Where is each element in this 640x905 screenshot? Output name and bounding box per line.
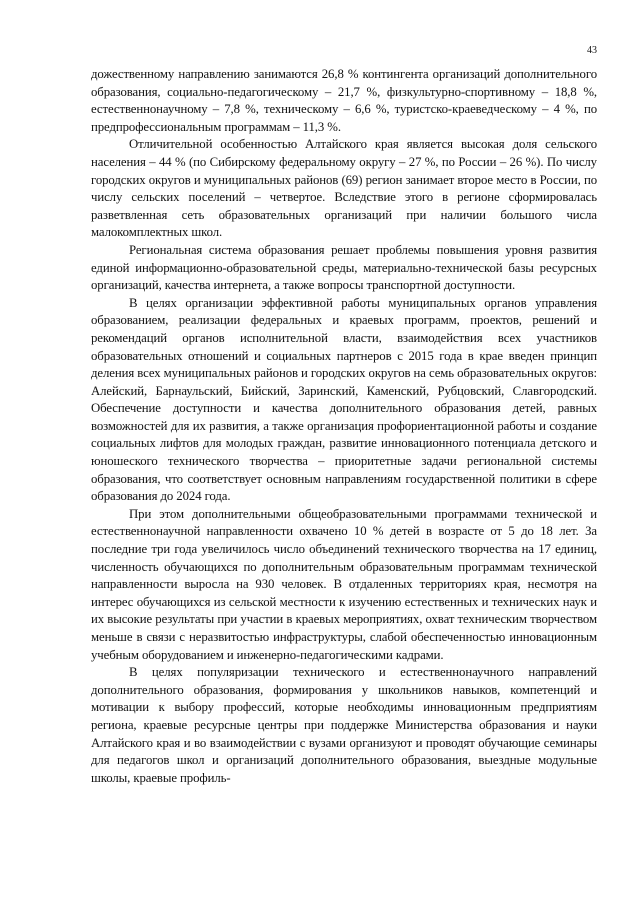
paragraph-rural-population: Отличительной особенностью Алтайского края является высокая доля сельского населения – 44 % (по Сибирскому федеральному округу – 27 %, по России – 26 %). По числу городских округов и муниципальных районов (69) регион занимает второе место в России, по числу сельских поселений – четвертое. Вследствие этого в регионе сформировалась разветвленная сеть образовательных организаций при наличии большого числа малокомплектных школ. [91,137,597,240]
paragraph-educational-districts: В целях организации эффективной работы муниципальных органов управления образованием, реализации федеральных и краевых программ, проектов, решений и рекомендаций органов исполнительной власти, взаимодействия всех участников образовательных отношений и социальных партнеров с 2015 года в крае введен принцип деления всех муниципальных районов и городских округов на семь образовательных округов: Алейский, Барнаульский, Бийский, Заринский, Каменский, Рубцовский, Славгородский. Обеспечение доступности и качества дополнительного образования детей, равных возможностей для их развития, а также организация профориентационной работы и создание социальных лифтов для молодых граждан, развитие инновационного потенциала детского и юношеского технического творчества – приоритетные задачи региональной системы образования, что соответствует основным направлениям государственной политики в сфере образования до 2024 года. [91,295,598,504]
paragraph-popularization: В целях популяризации технического и естественнонаучного направлений дополнительного образования, формирования у школьников навыков, компетенций и мотивации к выбору профессий, которые необходимы инновационным предприятиям региона, краевые ресурсные центры при поддержке Министерства образования и науки Алтайского края и во взаимодействии с вузами организуют и проводят обучающие семинары для педагогов школ и организаций дополнительного образования, выездные модульные школы, краевые профиль- [91,665,597,785]
page-number: 43 [587,45,597,56]
paragraph-regional-system: Региональная система образования решает проблемы повышения уровня развития единой информационно-образовательной среды, материально-технической базы ресурсных организаций, качества интернета, а также вопросы транспортной доступности. [91,242,597,293]
paragraph-continuation: дожественному направлению занимаются 26,8 % контингента организаций дополнительного образования, социально-педагогическому – 21,7 %, физкультурно-спортивному – 18,8 %, естественнонаучному – 7,8 %, техническому – 6,6 %, туристско-краеведческому – 4 %, по предпрофессиональным программам – 11,3 %. [91,67,597,134]
paragraph-technical-coverage: При этом дополнительными общеобразовательными программами технической и естественнонаучной направленности охвачено 10 % детей в возрасте от 5 до 18 лет. За последние три года увеличилось число объединений технического творчества на 17 единиц, численность обучающихся по дополнительным образовательным программам технической направленности выросла на 930 человек. В отдаленных территориях края, несмотря на интерес обучающихся из сельской местности к изучению естественных и технических наук и их высокие результаты при участии в краевых мероприятиях, охват техническим творчеством меньше в связи с неразвитостью инфраструктуры, слабой обеспеченностью инновационным учебным оборудованием и инженерно-педагогическими кадрами. [91,506,597,662]
body-text [91,66,597,787]
